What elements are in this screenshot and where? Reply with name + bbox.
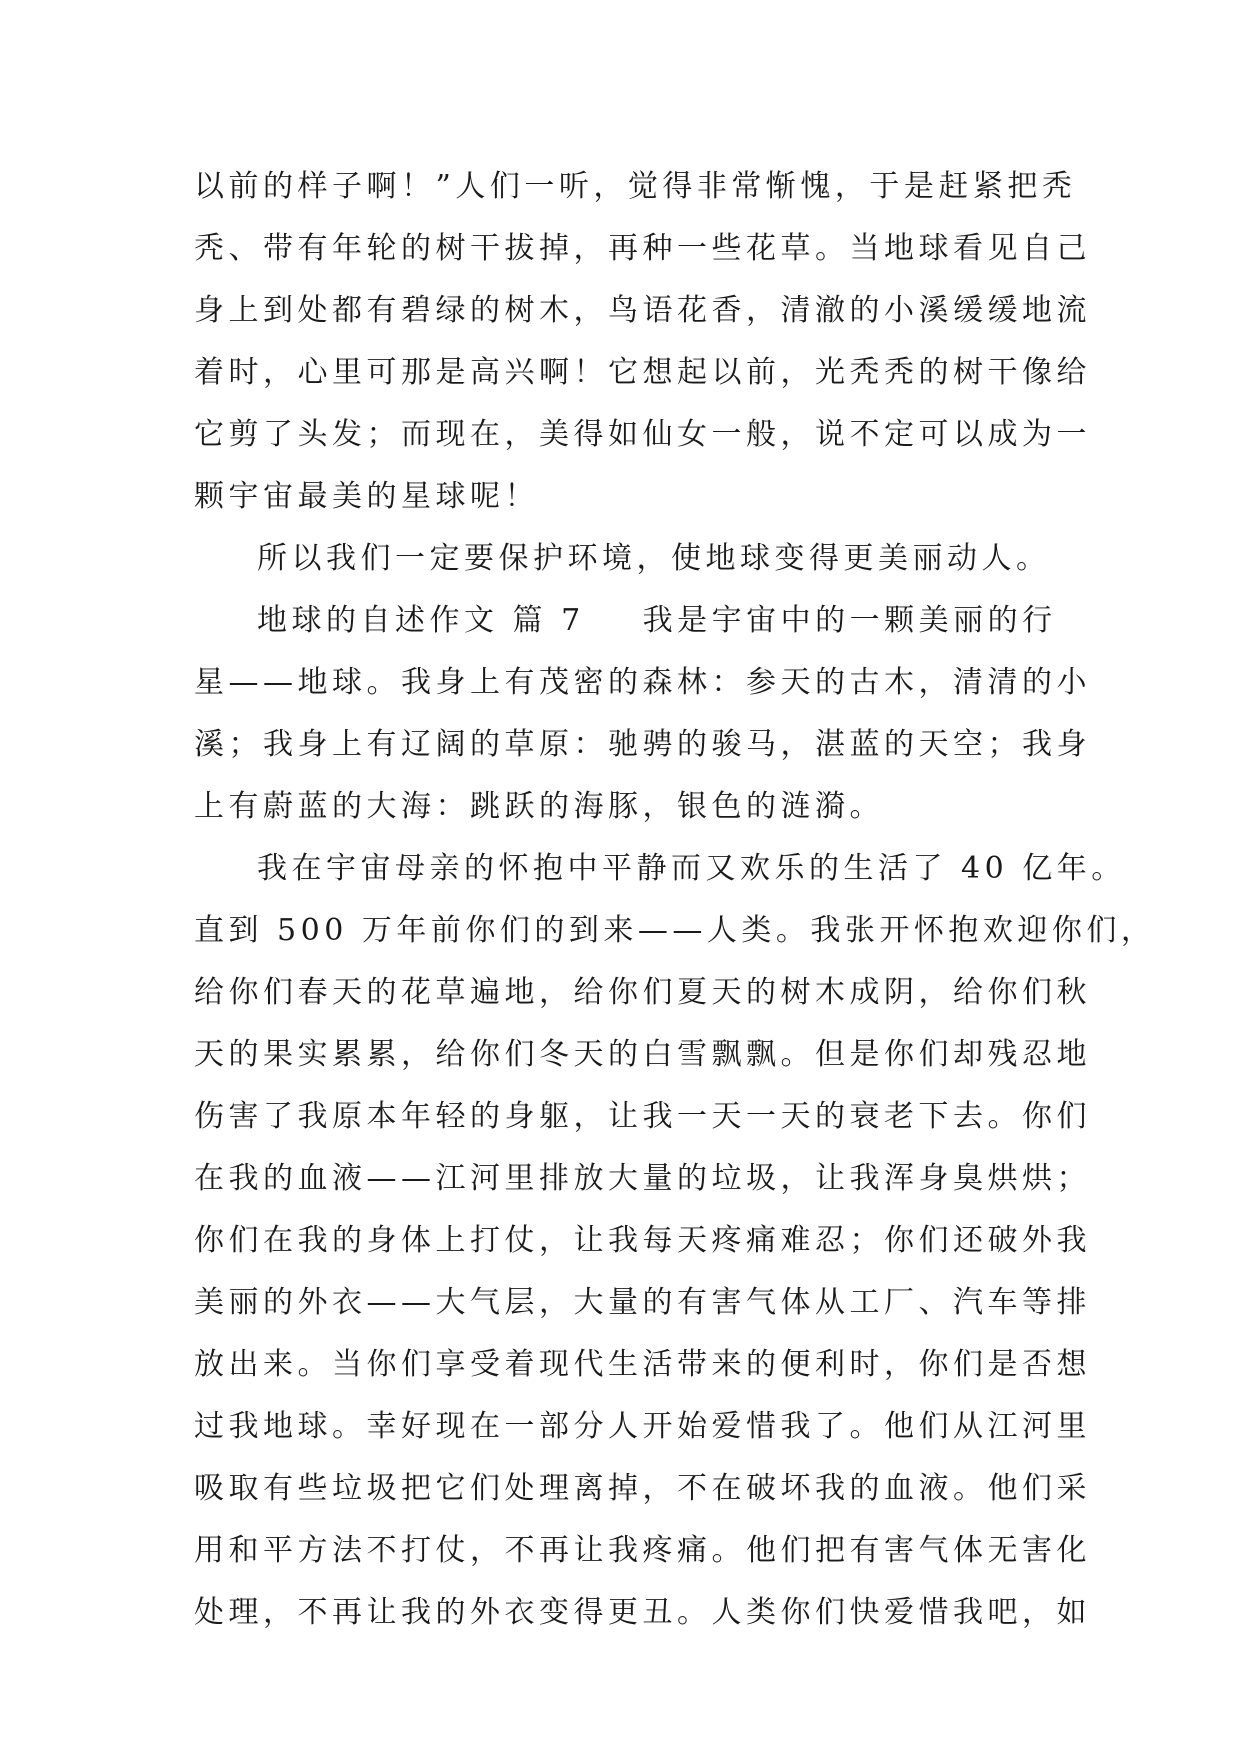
section-heading: 地球的自述作文 篇 7 <box>257 603 585 638</box>
paragraph-first-line: 我在宇宙母亲的怀抱中平静而又欢乐的生活了 40 亿年。 <box>257 851 1126 886</box>
text-line: 在我的血液——江河里排放大量的垃圾，让我浑身臭烘烘； <box>194 1161 1091 1196</box>
paragraph-start: 我是宇宙中的一颗美丽的行 <box>642 603 1057 638</box>
text-line: 颗宇宙最美的星球呢！ <box>194 479 539 514</box>
paragraph-first-line: 所以我们一定要保护环境，使地球变得更美丽动人。 <box>257 541 1051 576</box>
text-line: 处理，不再让我的外衣变得更丑。人类你们快爱惜我吧，如 <box>194 1595 1091 1630</box>
text-line: 上有蔚蓝的大海：跳跃的海豚，银色的涟漪。 <box>194 789 884 824</box>
text-line: 你们在我的身体上打仗，让我每天疼痛难忍；你们还破外我 <box>194 1223 1091 1258</box>
section-heading-line <box>194 590 1057 652</box>
document-body <box>194 156 1156 1644</box>
text-line: 着时，心里可那是高兴啊！它想起以前，光秃秃的树干像给 <box>194 355 1091 390</box>
text-line: 伤害了我原本年轻的身躯，让我一天一天的衰老下去。你们 <box>194 1099 1091 1134</box>
text-line: 用和平方法不打仗，不再让我疼痛。他们把有害气体无害化 <box>194 1533 1091 1568</box>
text-line: 秃、带有年轮的树干拔掉，再种一些花草。当地球看见自己 <box>194 231 1091 266</box>
text-line: 过我地球。幸好现在一部分人开始爱惜我了。他们从江河里 <box>194 1409 1091 1444</box>
text-line: 直到 500 万年前你们的到来——人类。我张开怀抱欢迎你们， <box>194 913 1156 948</box>
text-line: 给你们春天的花草遍地，给你们夏天的树木成阴，给你们秋 <box>194 975 1091 1010</box>
text-line: 身上到处都有碧绿的树木，鸟语花香，清澈的小溪缓缓地流 <box>194 293 1091 328</box>
text-line: 它剪了头发；而现在，美得如仙女一般，说不定可以成为一 <box>194 417 1091 452</box>
text-line: 美丽的外衣——大气层，大量的有害气体从工厂、汽车等排 <box>194 1285 1091 1320</box>
text-line: 以前的样子啊！”人们一听，觉得非常惭愧，于是赶紧把秃 <box>194 169 1077 204</box>
text-line: 放出来。当你们享受着现代生活带来的便利时，你们是否想 <box>194 1347 1091 1382</box>
text-line: 星——地球。我身上有茂密的森林：参天的古木，清清的小 <box>194 665 1091 700</box>
text-line: 溪；我身上有辽阔的草原：驰骋的骏马，湛蓝的天空；我身 <box>194 727 1091 762</box>
text-line: 天的果实累累，给你们冬天的白雪飘飘。但是你们却残忍地 <box>194 1037 1091 1072</box>
text-line: 吸取有些垃圾把它们处理离掉，不在破坏我的血液。他们采 <box>194 1471 1091 1506</box>
